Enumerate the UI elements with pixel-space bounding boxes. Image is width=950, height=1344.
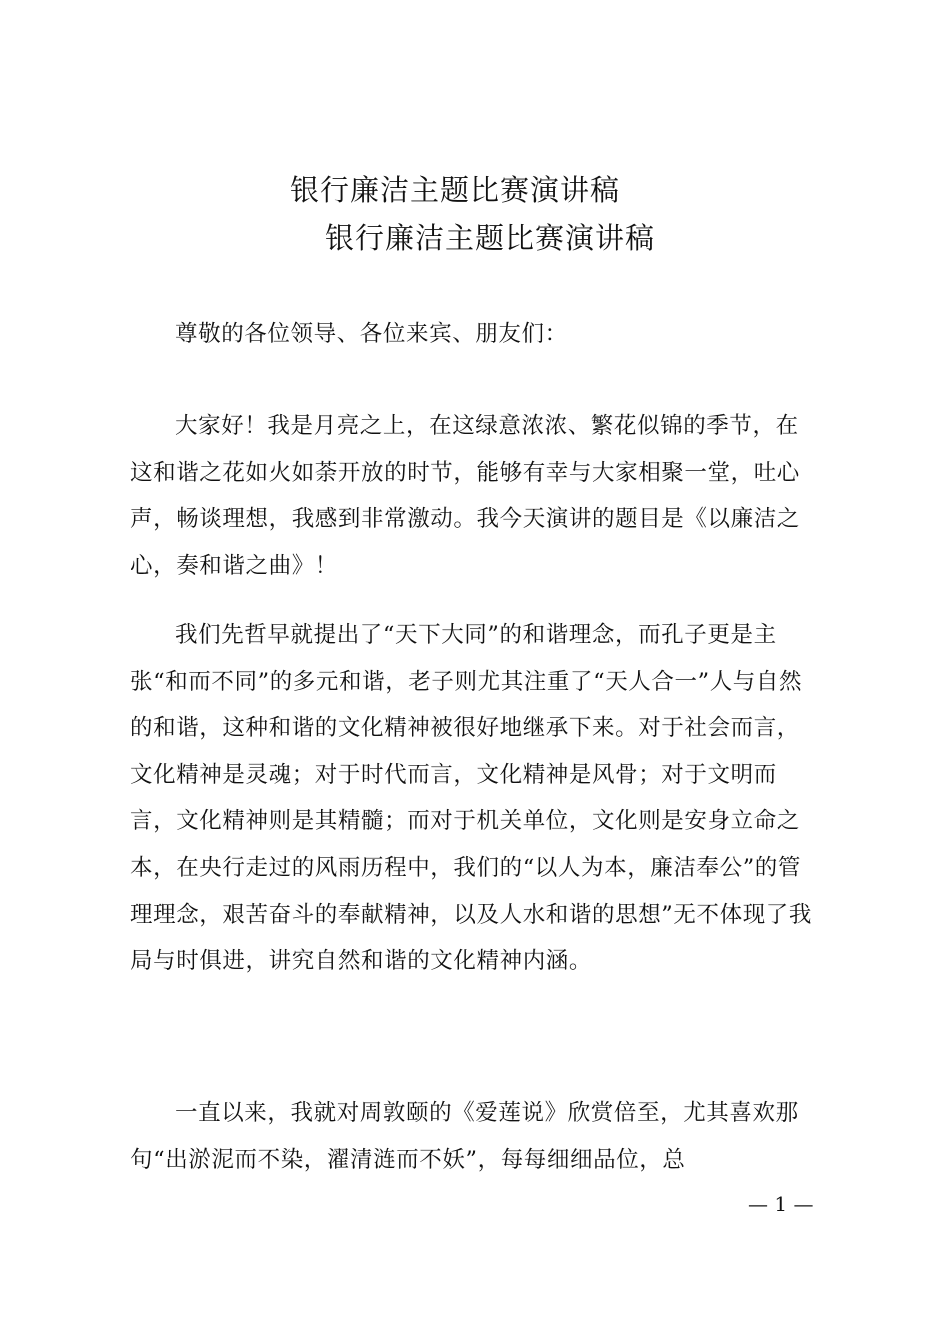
body-paragraph: [130, 612, 820, 985]
paragraph-text: 一直以来，我就对周敦颐的《爱莲说》欣赏倍至，尤其喜欢那句“出淤泥而不染，濯清涟而不妖”，每每细细品位，总: [130, 1100, 799, 1173]
body-paragraph: [130, 403, 820, 589]
document-subtitle: 银行廉洁主题比赛演讲稿: [325, 221, 656, 255]
paragraph-text: 我们先哲早就提出了“天下大同”的和谐理念，而孔子更是主张“和而不同”的多元和谐，老子则尤其注重了“天人合一”人与自然的和谐，这种和谐的文化精神被很好地继承下来。对于社会而言，文化精神是灵魂；对于时代而言，文化精神是风骨；对于文明而言，文化精神则是其精髓；而对于机关单位，文化则是安身立命之本，在央行走过的风雨历程中，我们的“以人为本，廉洁奉公”的管理理念，艰苦奋斗的奉献精神，以及人水和谐的思想”无不体现了我局与时俱进，讲究自然和谐的文化精神内涵。: [130, 622, 813, 975]
page-number: — 1 —: [748, 1192, 814, 1216]
greeting-paragraph: [130, 311, 820, 358]
document-title: 银行廉洁主题比赛演讲稿: [290, 173, 621, 207]
greeting-text: 尊敬的各位领导、各位来宾、朋友们：: [175, 321, 568, 347]
body-paragraph: [130, 1090, 820, 1183]
paragraph-text: 大家好！我是月亮之上，在这绿意浓浓、繁花似锦的季节，在这和谐之花如火如荼开放的时节，能够有幸与大家相聚一堂，吐心声，畅谈理想，我感到非常激动。我今天演讲的题目是《以廉洁之心，奏和谐之曲》！: [130, 413, 800, 579]
